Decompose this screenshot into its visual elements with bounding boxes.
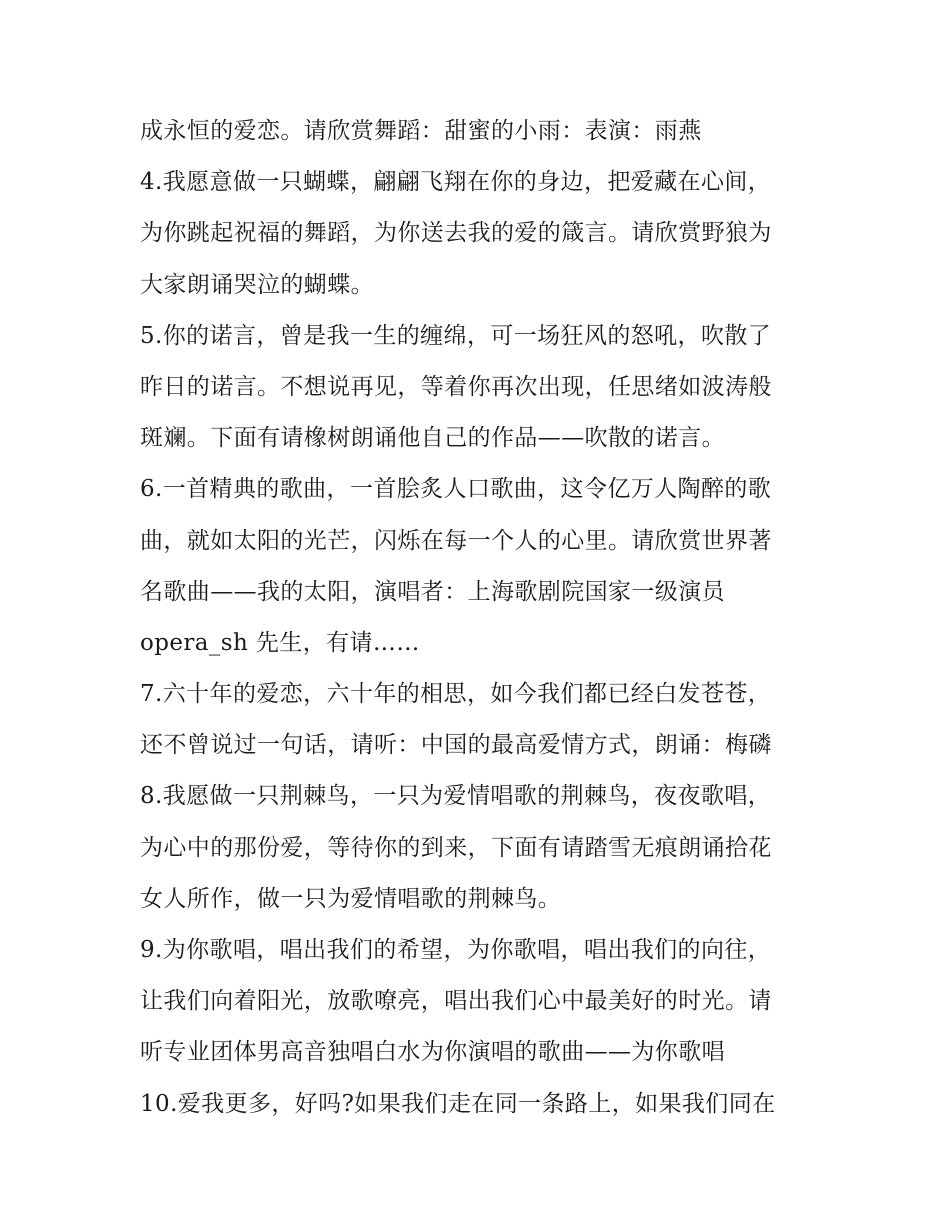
text-line: 5.你的诺言，曾是我一生的缠绵，可一场狂风的怒吼，吹散了 — [140, 322, 772, 349]
text-line: 10.爱我更多，好吗?如果我们走在同一条路上，如果我们同在 — [140, 1090, 776, 1117]
text-line: 7.六十年的爱恋，六十年的相思，如今我们都已经白发苍苍， — [140, 681, 772, 708]
text-line: 名歌曲——我的太阳，演唱者：上海歌剧院国家一级演员 — [140, 578, 725, 605]
text-line: 让我们向着阳光，放歌嘹亮，唱出我们心中最美好的时光。请 — [140, 988, 772, 1015]
text-line: 大家朗诵哭泣的蝴蝶。 — [140, 271, 374, 298]
text-line: 4.我愿意做一只蝴蝶，翩翩飞翔在你的身边，把爱藏在心间， — [140, 169, 772, 196]
text-line: 9.为你歌唱，唱出我们的希望，为你歌唱，唱出我们的向往， — [140, 937, 772, 963]
text-line: 6.一首精典的歌曲，一首脍炙人口歌曲，这令亿万人陶醉的歌 — [140, 476, 772, 503]
text-line: 为你跳起祝福的舞蹈，为你送去我的爱的箴言。请欣赏野狼为 — [140, 220, 772, 247]
text-line: 曲，就如太阳的光芒，闪烁在每一个人的心里。请欣赏世界著 — [140, 527, 772, 554]
body-text — [140, 106, 830, 1130]
text-line: 斑斓。下面有请橡树朗诵他自己的作品——吹散的诺言。 — [140, 425, 725, 452]
text-line: 成永恒的爱恋。请欣赏舞蹈：甜蜜的小雨：表演：雨燕 — [140, 118, 702, 144]
text-line: 还不曾说过一句话，请听：中国的最高爱情方式，朗诵：梅磷 — [140, 732, 772, 759]
text-line: 昨日的诺言。不想说再见，等着你再次出现，任思绪如波涛般 — [140, 373, 772, 400]
text-line: 听专业团体男高音独唱白水为你演唱的歌曲——为你歌唱 — [140, 1039, 725, 1066]
text-line: 为心中的那份爱，等待你的到来，下面有请踏雪无痕朗诵拾花 — [140, 834, 772, 861]
text-line: 女人所作，做一只为爱情唱歌的荆棘鸟。 — [140, 885, 562, 912]
text-line: opera_sh 先生，有请…… — [140, 629, 420, 656]
text-line: 8.我愿做一只荆棘鸟，一只为爱情唱歌的荆棘鸟，夜夜歌唱， — [140, 783, 772, 810]
